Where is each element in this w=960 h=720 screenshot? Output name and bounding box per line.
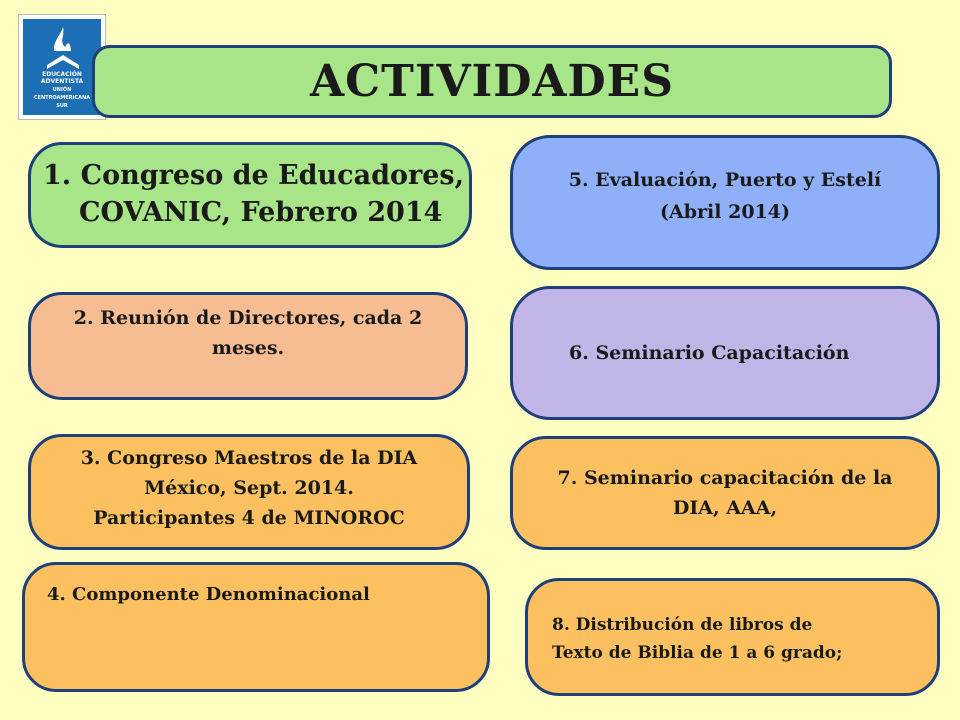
activity-1-line-2: COVANIC, Febrero 2014 xyxy=(79,197,443,228)
activity-1-line-1: 1. Congreso de Educadores, xyxy=(43,160,464,191)
activity-5-line-1: 5. Evaluación, Puerto y Estelí xyxy=(568,169,882,191)
activity-card-7 xyxy=(510,436,940,550)
activity-3-line-1: 3. Congreso Maestros de la DIA xyxy=(80,447,418,469)
activity-3-line-2: México, Sept. 2014. xyxy=(144,477,354,499)
title-banner xyxy=(92,45,892,118)
activity-8-line-2: Texto de Biblia de 1 a 6 grado; xyxy=(552,643,843,663)
activity-2-line-2: meses. xyxy=(211,337,285,359)
activity-card-2 xyxy=(28,292,468,400)
activity-4-line-1: 4. Componente Denominacional xyxy=(47,584,370,605)
logo-text-centroamericana: CENTROAMERICANA xyxy=(33,95,91,101)
activity-3-line-3: Participantes 4 de MINOROC xyxy=(93,507,405,529)
activity-7-line-2: DIA, AAA, xyxy=(672,497,778,519)
activity-7-line-1: 7. Seminario capacitación de la xyxy=(557,467,893,489)
page-title: ACTIVIDADES xyxy=(310,56,674,107)
activity-card-4 xyxy=(22,562,490,692)
activity-card-3 xyxy=(28,434,470,550)
activity-6-line-1: 6. Seminario Capacitación xyxy=(569,342,850,364)
activity-card-5 xyxy=(510,135,940,270)
logo-text-adventista: ADVENTISTA xyxy=(40,78,84,85)
activity-card-6 xyxy=(510,286,940,420)
logo-text-educacion: EDUCACIÓN xyxy=(42,71,82,78)
activity-5-line-2: (Abril 2014) xyxy=(660,201,790,223)
flame-book-icon xyxy=(41,25,85,71)
activity-card-8 xyxy=(525,578,940,696)
activity-2-line-1: 2. Reunión de Directores, cada 2 xyxy=(73,307,423,329)
logo-text-union: UNIÓN xyxy=(52,87,72,93)
logo-text-sur: SUR xyxy=(56,103,68,109)
activity-8-line-1: 8. Distribución de libros de xyxy=(552,615,813,635)
activity-card-1 xyxy=(28,142,472,248)
